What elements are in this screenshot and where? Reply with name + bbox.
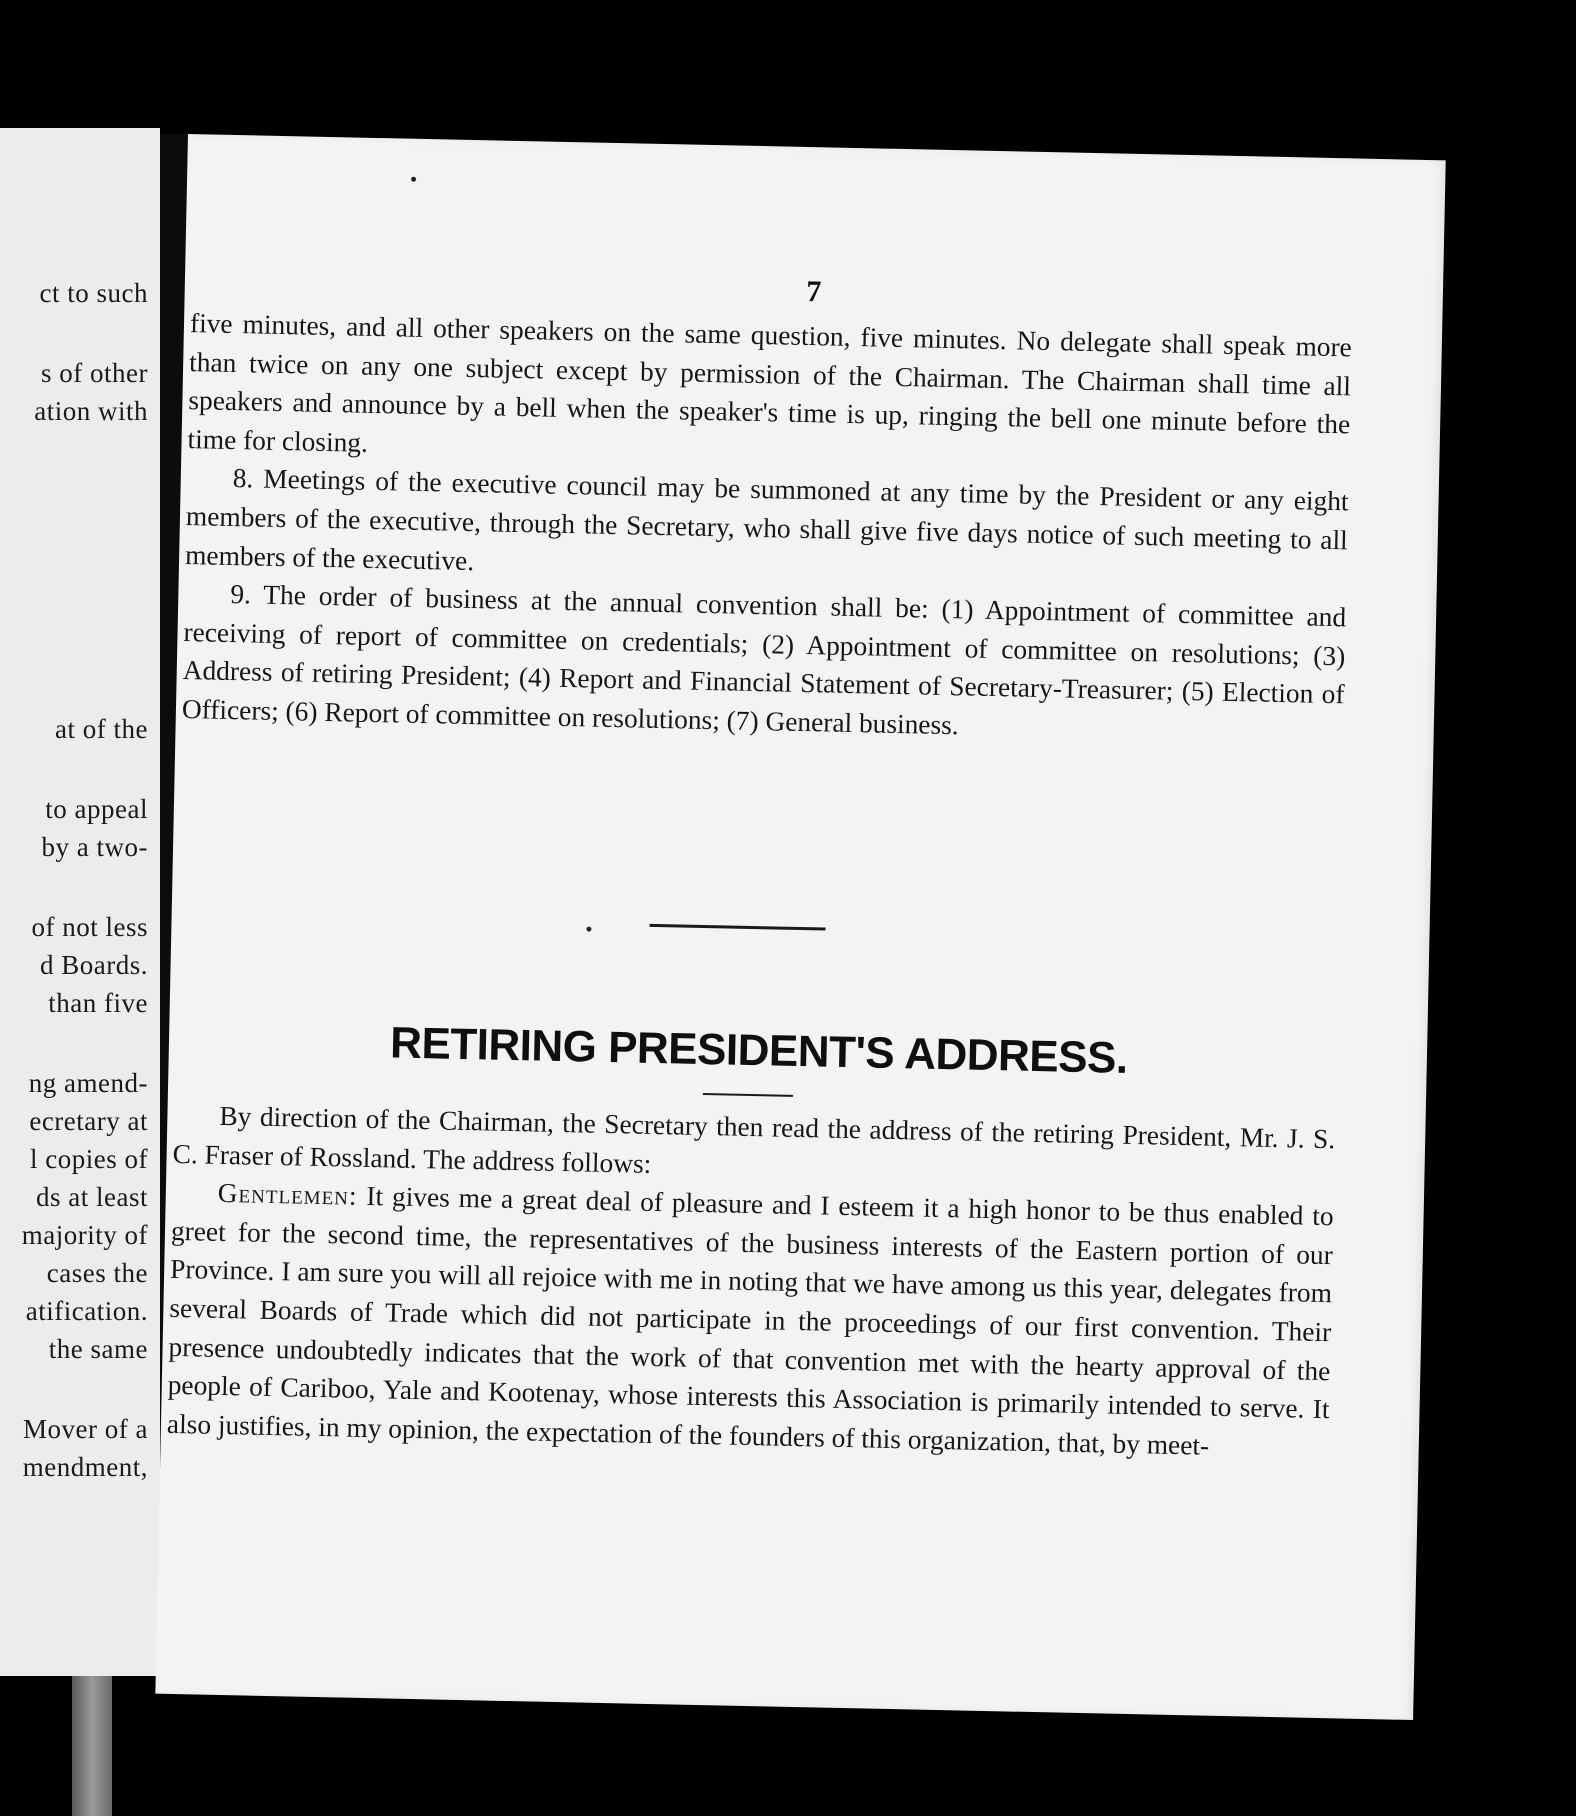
left-page-line: ecretary at (29, 1106, 148, 1136)
left-page-line: majority of (21, 1220, 148, 1250)
address-body: It gives me a great deal of pleasure and I esteem it a high honor to be thus enabled to greet for the second time, the representatives of the business interests of the Eastern portion of our Province. I am sure you will all rejoice with me in noting that we have among us this year, delegates from several Boards of Trade which did not participate in the proceedings of our first convention. Their presence undoubtedly indicates that the work of that convention met with the hearty approval of the people of Cariboo, Yale and Kootenay, whose interests this Association is primarily intended to serve. It also justifies, in my opinion, the expectation of the founders of this organization, that, by meet- (166, 1181, 1334, 1461)
left-page-line: Mover of a (23, 1414, 148, 1444)
left-page-line: than five (48, 988, 148, 1018)
address-intro: By direction of the Chairman, the Secretary then read the address of the retiring President, Mr. J. S. C. Fraser of Rossland. The address follows: (172, 1100, 1336, 1179)
left-page-line: ct to such (39, 278, 148, 308)
address-section (167, 1096, 1336, 1468)
address-body-paragraph (167, 1173, 1334, 1467)
left-page-line: at of the (55, 714, 148, 744)
left-page-line: ng amend- (28, 1068, 148, 1098)
left-facing-page (0, 128, 160, 1676)
section-heading: RETIRING PRESIDENT'S ADDRESS. (389, 1018, 1129, 1083)
rules-section (182, 304, 1353, 753)
section-divider (649, 924, 825, 931)
left-page-line: atification. (25, 1296, 148, 1326)
left-page-line: of not less (31, 912, 148, 942)
print-speck (411, 177, 416, 182)
left-page-line: by a two- (41, 832, 148, 862)
rule-paragraph: 8. Meetings of the executive council may be summoned at any time by the President or any eight members of the executive, through the Secretary, who shall give five days notice of such meeting to all members of the executive. (184, 463, 1349, 576)
left-page-line: d Boards. (40, 950, 148, 980)
left-page-line: the same (48, 1334, 148, 1364)
heading-underline (703, 1093, 793, 1097)
left-page-line: mendment, (22, 1452, 148, 1482)
page-edge-stub (72, 1676, 112, 1816)
left-page-line: s of other (41, 358, 148, 388)
rule-paragraph: five minutes, and all other speakers on the same question, five minutes. No delegate shall speak more than twice on any one subject except by permission of the Chairman. The Chairman shall time all speakers and announce by a bell when the speaker's time is up, ringing the bell one minute before the time for closing. (187, 308, 1353, 458)
left-page-line: to appeal (45, 794, 148, 824)
left-page-line: ation with (34, 396, 148, 426)
left-page-line: ds at least (36, 1182, 148, 1212)
rule-paragraph: 9. The order of business at the annual convention shall be: (1) Appointment of committee and receiving of report of committee on credentials; (2) Appointment of committee on resolutions; (3) Address of retiring President; (4) Report and Financial Statement of Secretary-Treasurer; (5) Election of Officers; (6) Report of committee on resolutions; (7) General business. (181, 579, 1347, 741)
main-page (155, 134, 1445, 1720)
salutation: Gentlemen: (217, 1178, 358, 1211)
left-page-line: cases the (46, 1258, 148, 1288)
print-speck (586, 927, 591, 932)
page-number: 7 (805, 274, 822, 309)
left-page-line: l copies of (30, 1144, 148, 1174)
